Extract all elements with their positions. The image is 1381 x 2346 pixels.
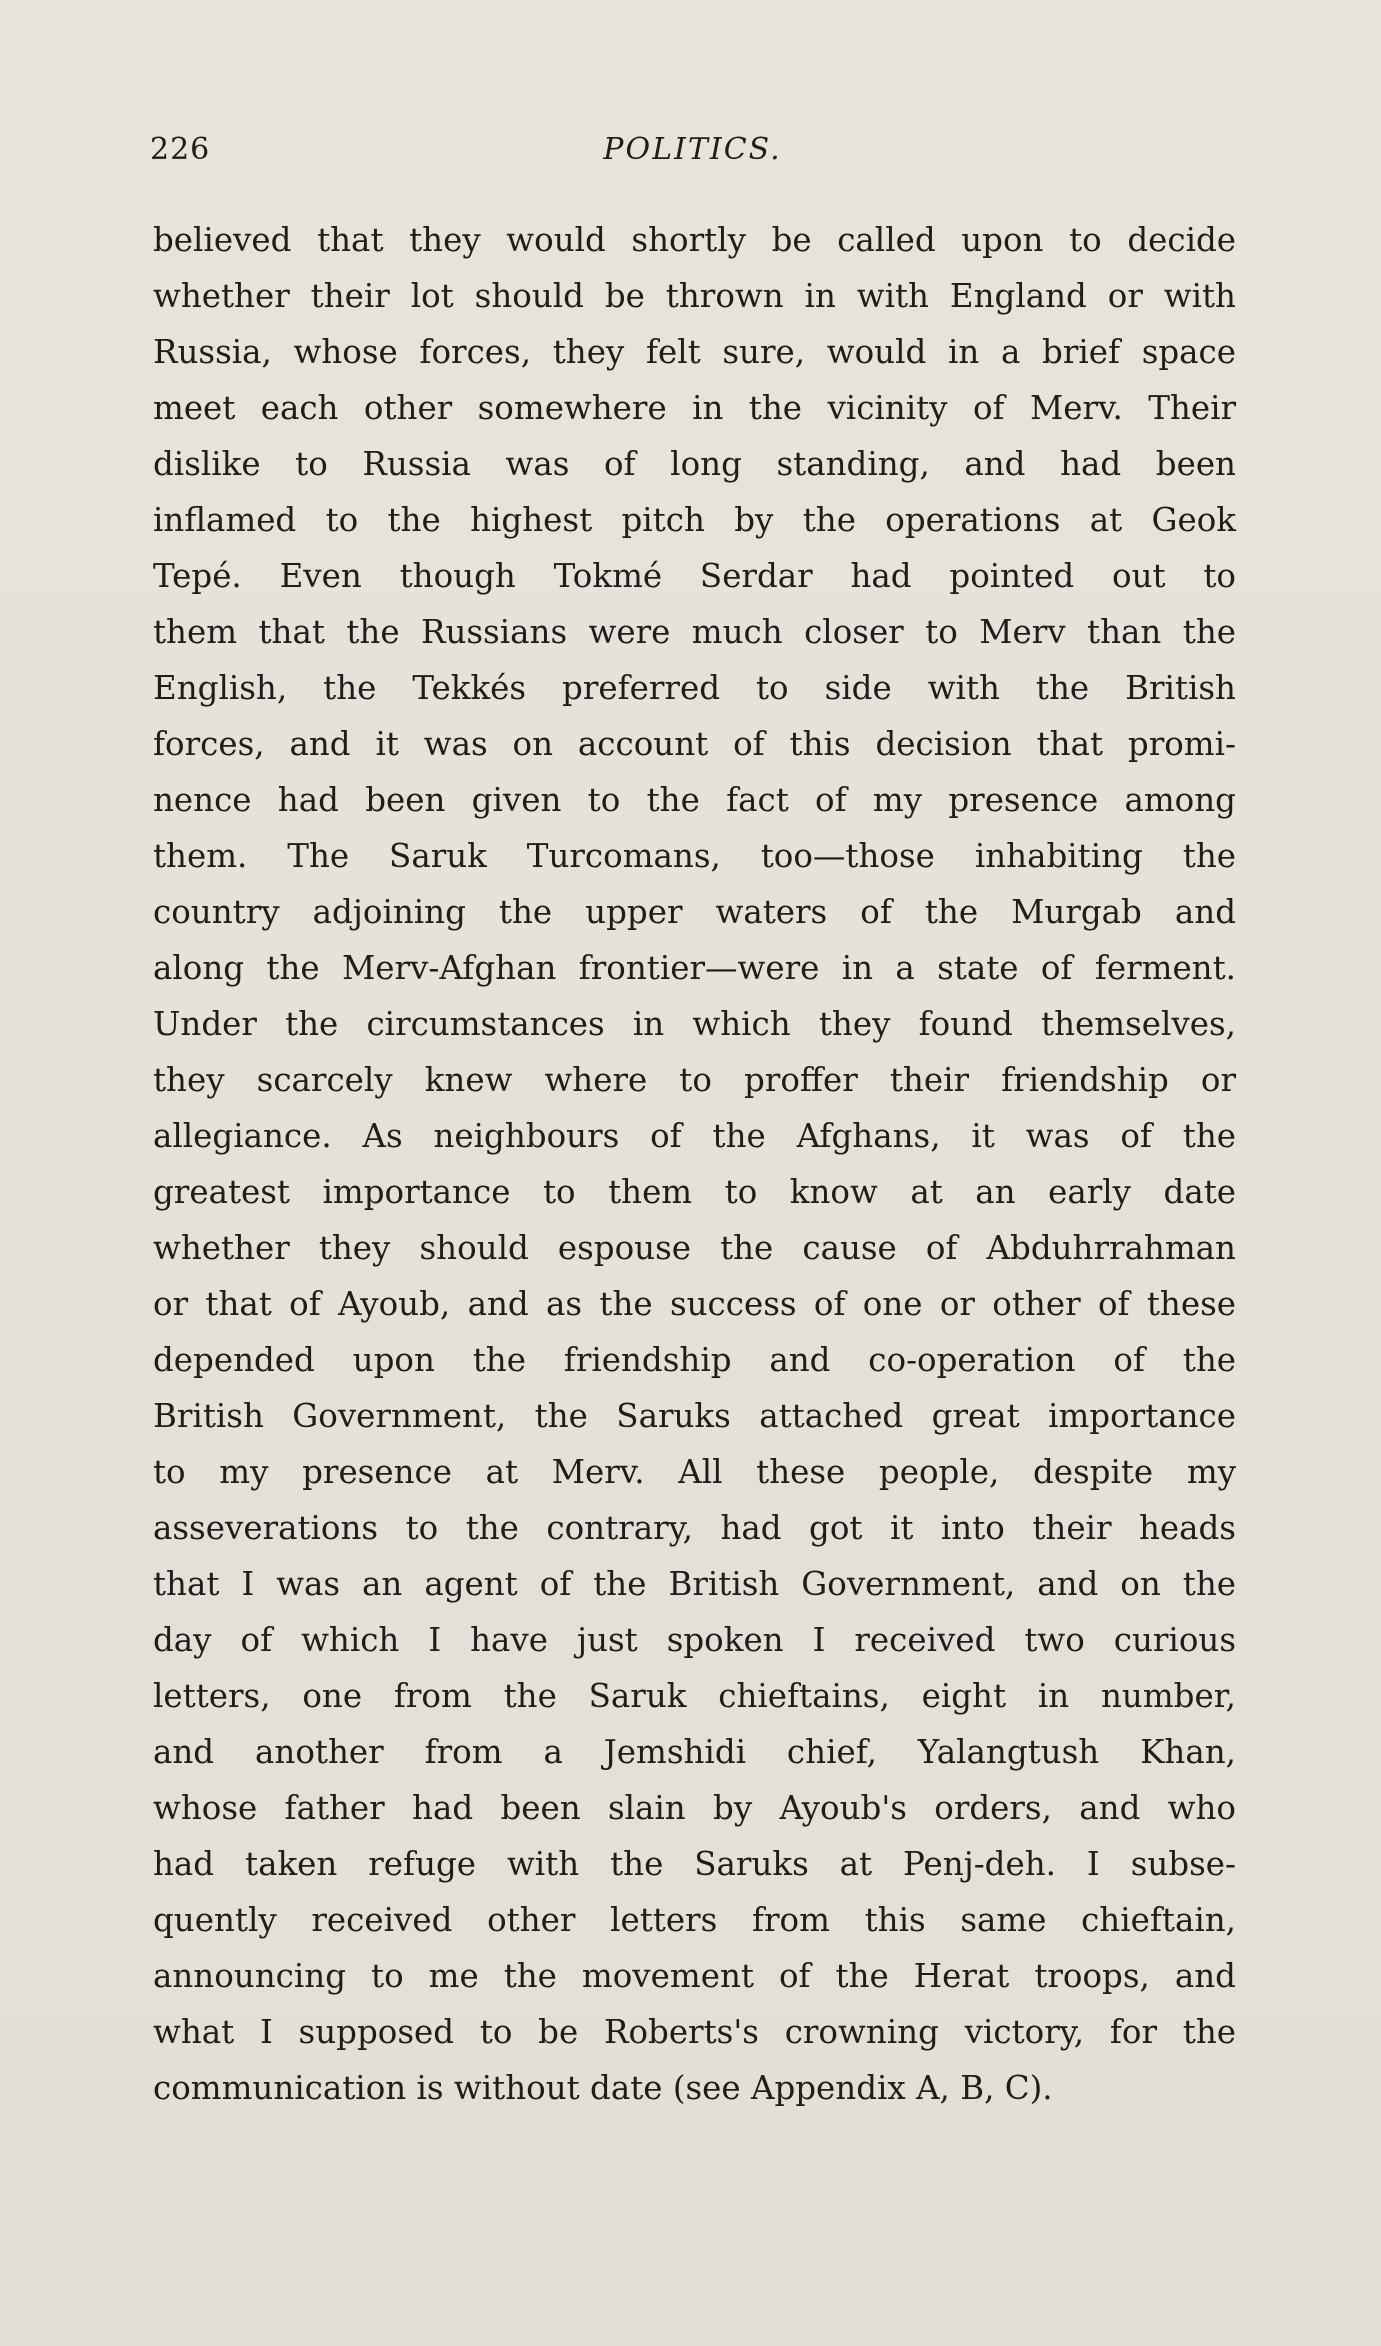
text-line: English, the Tekkés preferred to side with the British	[153, 669, 1236, 707]
text-line: quently received other letters from this same chieftain,	[153, 1901, 1236, 1939]
text-line: meet each other somewhere in the vicinity of Merv. Their	[153, 389, 1236, 427]
text-line: nence had been given to the fact of my presence among	[153, 781, 1236, 819]
running-title: POLITICS.	[603, 132, 782, 167]
text-line: them. The Saruk Turcomans, too—those inhabiting the	[153, 837, 1236, 875]
text-line: whether their lot should be thrown in with England or with	[153, 277, 1236, 315]
text-line: what I supposed to be Roberts's crowning victory, for the	[153, 2013, 1236, 2051]
text-line: allegiance. As neighbours of the Afghans, it was of the	[153, 1117, 1236, 1155]
text-line: to my presence at Merv. All these people, despite my	[153, 1453, 1236, 1491]
text-line: country adjoining the upper waters of the Murgab and	[153, 893, 1236, 931]
text-line: day of which I have just spoken I received two curious	[153, 1621, 1236, 1659]
text-line: Russia, whose forces, they felt sure, would in a brief space	[153, 333, 1236, 371]
text-line: believed that they would shortly be called upon to decide	[153, 221, 1236, 259]
text-line: dislike to Russia was of long standing, and had been	[153, 445, 1236, 483]
text-line: Under the circumstances in which they found themselves,	[153, 1005, 1236, 1043]
page-number: 226	[150, 132, 211, 167]
text-line: that I was an agent of the British Government, and on the	[153, 1565, 1236, 1603]
text-line: inflamed to the highest pitch by the operations at Geok	[153, 501, 1236, 539]
text-line: asseverations to the contrary, had got it into their heads	[153, 1509, 1236, 1547]
text-line: and another from a Jemshidi chief, Yalangtush Khan,	[153, 1733, 1236, 1771]
text-line: announcing to me the movement of the Herat troops, and	[153, 1957, 1236, 1995]
text-line: Tepé. Even though Tokmé Serdar had pointed out to	[153, 557, 1236, 595]
text-line: communication is without date (see Appendix A, B, C).	[153, 2069, 1053, 2107]
text-line: depended upon the friendship and co-operation of the	[153, 1341, 1236, 1379]
page-header	[150, 132, 1235, 182]
text-line: whether they should espouse the cause of Abduhrrahman	[153, 1229, 1236, 1267]
text-line: forces, and it was on account of this decision that promi-	[153, 725, 1236, 763]
text-line: had taken refuge with the Saruks at Penj-deh. I subse-	[153, 1845, 1236, 1883]
body-text	[153, 212, 1236, 2116]
text-line: letters, one from the Saruk chieftains, eight in number,	[153, 1677, 1236, 1715]
text-line: them that the Russians were much closer to Merv than the	[153, 613, 1236, 651]
text-line: greatest importance to them to know at an early date	[153, 1173, 1236, 1211]
text-line: British Government, the Saruks attached great importance	[153, 1397, 1236, 1435]
text-line: or that of Ayoub, and as the success of one or other of these	[153, 1285, 1236, 1323]
text-line: along the Merv-Afghan frontier—were in a state of ferment.	[153, 949, 1236, 987]
text-line: they scarcely knew where to proffer their friendship or	[153, 1061, 1236, 1099]
text-line: whose father had been slain by Ayoub's orders, and who	[153, 1789, 1236, 1827]
